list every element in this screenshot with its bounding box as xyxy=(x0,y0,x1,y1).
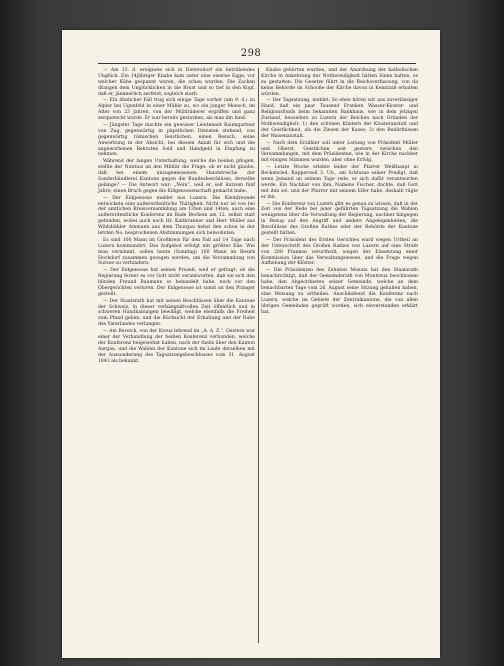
left-column xyxy=(98,68,255,365)
paragraph: — Letzte Woche erlebte leider der Pfarrer Weißhaupt in Beckenried, Rapperswil 3. Ub., am Schlusse seiner Predigt, daß wenn Jemand an seinem Tage rede, er sich dafür verantworten werde. Ein Nachbar von ihm, Namens Fischer, dachte, daß Gott mit ihm sei, und der Pfarrer mit seinem Eifer habe, deshalb rügte er ihn. xyxy=(261,165,418,200)
paragraph: Knabe gehörten wurden, und der Anordnung der katholischen Kirche in Ankehrung der Nothwendigkeit hätten Sinne hatten, es zu gestatten. Die Gesetze führt in die Reichsverfassung, von da keine Behörde im Schooße der Kirche davon in Kenntniß erhalten würden. xyxy=(261,68,418,97)
scanned-page xyxy=(62,30,440,658)
right-column xyxy=(261,68,418,316)
paragraph: — Der Tagsatzung, meldet: So eben hören wir aus zuverlässiger Hand, daß ein paar Tausend Franken Wasser-Kloster- und Religionsfonds beim bekannten Bankhaus, wie in dem jetzigen Zustand, besonders zu Luzern der Reichen nach Gründen der Nothwendigkeit: 1) den schönen Kindern der Klosteranstalt und der Geistlichkeit, als die Zinsen der Kasse; 2) den Bedürfnissen der Waisenanstalt. xyxy=(261,98,418,139)
paragraph: — Der Präsident des Ersten Gerichtes ward wegen Urtheil an der Unterschrift des Großen Rathes von Luzern auf eine Strafe von 200 Franken verurtheilt, wegen der Einsetzung einer Kommission über das Verwaltungswesen, und die Frage wegen Aufhebung der Klöster. xyxy=(261,237,418,267)
paragraph: — Ein ähnlicher Fall trug sich einige Tage vorher (am 9. d.) zu Alpler bei Ugenfeld in einer Mühle zu, wo ein junger Mensch, im Alter von 23 Jahren, von der Mühlräderer ergriffen und ganz zerquetscht wurde. Er war bereits gestorben, als man ihn fand. xyxy=(98,98,255,122)
paragraph: — Der Eidgenosse meldet aus Luzern. Die Kleinfreunde entwickeln eine außerordentliche Thätigkeit. Nicht nur ist von bei der amtlichen Kreisversammlung am 13ten und 14ten, auch eine außerordentliche Konferenz im Bade Bechem am 12. selbst statt gefunden, wobei auch noch Hr. Kaltbrunner und Herr Müller aus Wildsbühler Ammann aus dem Thurgau nebst den schon in der letzten No. besprochenen Abstimmungen sich beiwohnten. xyxy=(98,195,255,237)
paragraph: — Der Eidgenosse hat seinen Prozeß, weil er gefragt: ob die Regierung ferner es vor Gott nicht verantworten, daß sie sich den blinden Freund Baumann so behandelt habe, noch vor den Obergerichten verloren. Der Eidgenosse ist somit an den Pranger gestellt. xyxy=(98,268,255,297)
paragraph: — Der Staatsrath hat mit seinen Beschlüssen über die Kantone der Schweiz, in dieser verhängnißvollen Zeit öffentlich und in schweren Handhabungen bewilligt, welche ebenfalls die Freiheit zum Pfand geben, und die Rücksicht der Erhaltung und der Ruhe des Vaterlandes verlangen. xyxy=(98,298,255,328)
paragraph: — Am Bereich, von der Kreuz lehrend im „A. A. Z.“, Gestern war einer der Verhandlung der heißen Konferenz verbunden, welche der Konferenz beigewohnt haben, nach der theils über den Kanton Aargau, und die Wahlen der Kantone sich im Laufe derselben mit der Aussonderung des Tagsatzungsbeschlusses vom 31. August 1843 als bekannt. xyxy=(98,329,255,364)
paragraph: — Am 13. d. ereignete sich in Dietersdorf ein betrübendes Unglück. Ein 14jähriger Knabe kam unter eine eiserne Egge, vor welcher Kühe gespannt waren, die scheu wurden. Die Zacken drangen dem Unglücklichen in die Brust und so tief in den Kopf, daß er, jämmerlich zerfetzt, sogleich starb. xyxy=(98,68,255,97)
header-rule xyxy=(98,63,416,64)
paragraph: — Nach dem Erzähler soll unter Leitung von Präsident Müller und Oberst, Geistlichen seit gestern zwischen den Versammlungen, mit dem Präsidenten, wie in der Kirche nachher mit einigen Stimmen wurden, aber ohne Erfolg. xyxy=(261,140,418,164)
paragraph: — Die Konferenz von Luzern gibt es genau zu wissen, daß in der Zeit von der Rede bei jener geführten Tagsatzung die Wahlen wenigstens über die Verwaltung der Regierung, nachher hingegen in Bezug auf den Angriff und andere Angelegenheiten, die Beschlüsse des Großen Rathes oder der Behörde der Kantone gestellt hätten. xyxy=(261,201,418,237)
paragraph: — Jüngster Tage machte ein gewisser Lieutenant Baumgartner von Zug, gegenwärtig in päpstlichen Diensten stehend, von gegenwärtig römischen Geistlichen, einen Besuch, seine Anwerbung in der Absicht, bei diesem Anlaß für sich und die angeworbenen Rekruten Sold und Handgeld in Empfang zu nehmen. xyxy=(98,122,255,158)
column-divider xyxy=(258,68,259,643)
paragraph: — Die Präsidenten des Zehnten Monats hat den Staatsrath benachrichtigt, daß der Gemeinderath von Montreux beschlossen habe, den Abgeordneten seiner Gemeinde, welche an dem benachbarten Tage vom 26. August seine Sitzung gehalten haben, eine Weisung zu ertheilen. Anschließend die Konferenz nach Luzern, welche im Gebiete der Zentralkantone, die von allen übrigen Gemeinden geprüft worden, sich einverstanden erklärt hat. xyxy=(261,268,418,315)
paragraph: Während der langen Unterhaltung, welche die beiden pflogen, stellte der Nuntius an den Militär die Frage: ob er nicht glaube, daß bei einem unzugemessenen Handstreiche der Sonderbündlerei Kantone gegen die Bundesbeschlüsse, derselbe gelänge? — Die Antwort war: „Nein“, weil er, seit kurzem fünf Jahre, einen Bruch gegen die Eidgenossenschaft gemacht habe. xyxy=(98,159,255,194)
paragraph: Es sind 100 Mann im Großkreis für den Fall auf 14 Tage nach Luzern kommandirt. Das Aufgebot erfolgt mit größter Eile. Wie man vernimmt, sollen heute (Sonntag) 100 Mann im Bezirk Hochdorf zusammen gezogen werden, um die Versammlung von Sursee zu verhindern. xyxy=(98,237,255,267)
page-number: 298 xyxy=(240,48,262,59)
